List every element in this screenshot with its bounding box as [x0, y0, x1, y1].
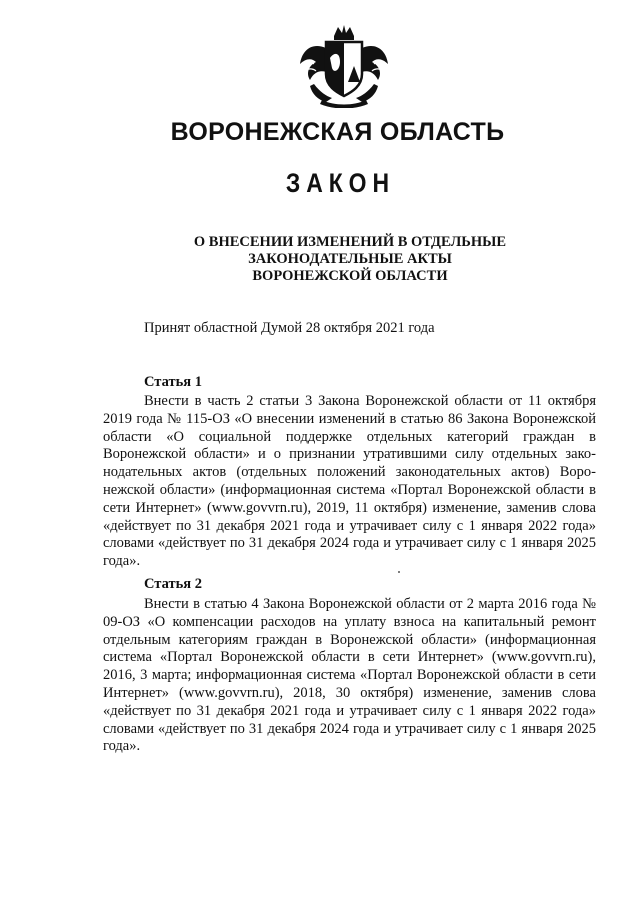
law-subject-line: О ВНЕСЕНИИ ИЗМЕНЕНИЙ В ОТДЕЛЬНЫЕ	[193, 234, 507, 250]
law-subject-line: ЗАКОНОДАТЕЛЬНЫЕ АКТЫ	[248, 251, 452, 267]
adoption-note: Принят областной Думой 28 октября 2021 года	[144, 320, 435, 336]
voronezh-coat-of-arms-icon	[296, 22, 392, 108]
region-title: ВОРОНЕЖСКАЯ ОБЛАСТЬ	[170, 118, 505, 146]
scan-speck	[398, 571, 400, 573]
article-text: Внести в часть 2 статьи 3 Закона Воронежской области от 11 октября 2019 года № 115-ОЗ «О внесении изменений в статью 86 Закона Воронежской области «О социальной поддержке отдельных категорий граждан в Воронежской области» и о признании утратившими силу отдельных законодательных актов (отдельных положений законодательных актов) Воронежской области» (информационная система «Портал Воронежской области в сети Интернет» (www.govvrn.ru), 2019, 11 октября) изменение, заменив слова «действует по 31 декабря 2021 года и утрачивает силу с 1 января 2022 года» словами «действует по 31 декабря 2024 года и утрачивает силу с 1 января 2025 года».	[103, 393, 596, 570]
document-type-title: ЗАКОН	[285, 168, 396, 198]
law-subject-title	[140, 234, 560, 285]
law-subject-line: ВОРОНЕЖСКОЙ ОБЛАСТИ	[252, 268, 448, 284]
article-heading: Статья 2	[144, 576, 202, 592]
article-text: Внести в статью 4 Закона Воронежской области от 2 марта 2016 года № 09-ОЗ «О компенсации расходов на уплату взноса на капитальный ремонт отдельным категориям граждан в Воронежской области» (информационная система «Портал Воронежской области в сети Интернет» (www.govvrn.ru), 2016, 3 марта; информационная система «Портал Воронежской области в сети Интернет» (www.govvrn.ru), 2018, 30 октября) изменение, заменив слова «действует по 31 декабря 2021 года и утрачивает силу с 1 января 2022 года» словами «действует по 31 декабря 2024 года и утрачивает силу с 1 января 2025 года».	[103, 596, 596, 755]
article-heading: Статья 1	[144, 374, 202, 390]
